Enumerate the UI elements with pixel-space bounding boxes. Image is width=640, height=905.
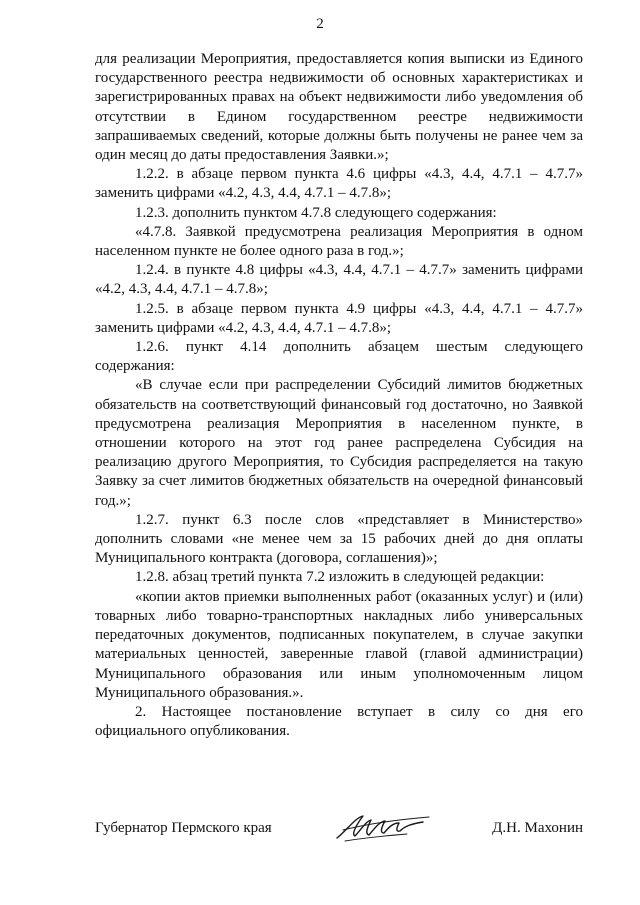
document-body <box>95 50 583 741</box>
paragraph-1-2-8: 1.2.8. абзац третий пункта 7.2 изложить в следующей редакции: <box>135 569 545 586</box>
paragraph-continuation: для реализации Мероприятия, предоставляется копия выписки из Единого государственного реестра недвижимости об основных характеристиках и зарегистрированных правах на объект недвижимости либо уведомления об отсутствии в Едином государственном реестре недвижимости запрашиваемых сведений, которые должны быть получены не ранее чем за один месяц до даты предоставления Заявки.»; <box>95 51 583 164</box>
signature-block <box>95 808 583 848</box>
paragraph-quote-subsidy: «В случае если при распределении Субсидий лимитов бюджетных обязательств на соответствующий финансовый год достаточно, но Заявкой предусмотрена реализация Мероприятия в населенном пункте, в отношении которого на этот год ранее распределена Субсидия на реализацию другого Мероприятия, то Субсидия распределяется на такую Заявку за счет лимитов бюджетных обязательств на очередной финансовый год.»; <box>95 377 583 509</box>
paragraph-quote-acts: «копии актов приемки выполненных работ (оказанных услуг) и (или) товарных либо товарно-транспортных накладных либо универсальных передаточных документов, подписанных покупателем, в случае закупки материальных ценностей, заверенные главой (главой администрации) Муниципального образования или иным уполномоченным лицом Муниципального образования.». <box>95 588 583 701</box>
paragraph-1-2-7: 1.2.7. пункт 6.3 после слов «представляет в Министерство» дополнить словами «не менее чем за 15 рабочих дней до дня оплаты Муниципального контракта (договора, соглашения)»; <box>95 511 583 567</box>
page-number: 2 <box>316 16 324 32</box>
paragraph-1-2-6: 1.2.6. пункт 4.14 дополнить абзацем шестым следующего содержания: <box>95 339 583 375</box>
paragraph-1-2-3: 1.2.3. дополнить пунктом 4.7.8 следующего содержания: <box>135 204 497 221</box>
paragraph-1-2-5: 1.2.5. в абзаце первом пункта 4.9 цифры «4.3, 4.4, 4.7.1 – 4.7.7» заменить цифрами «4.2, 4.3, 4.4, 4.7.1 – 4.7.8»; <box>95 300 583 336</box>
signer-title: Губернатор Пермского края <box>95 820 272 836</box>
paragraph-2-effective: 2. Настоящее постановление вступает в силу со дня его официального опубликования. <box>95 703 583 740</box>
paragraph-1-2-2: 1.2.2. в абзаце первом пункта 4.6 цифры «4.3, 4.4, 4.7.1 – 4.7.7» заменить цифрами «4.2, 4.3, 4.4, 4.7.1 – 4.7.8»; <box>95 166 583 202</box>
signer-name: Д.Н. Махонин <box>492 820 583 836</box>
paragraph-1-2-4: 1.2.4. в пункте 4.8 цифры «4.3, 4.4, 4.7.1 – 4.7.7» заменить цифрами «4.2, 4.3, 4.4, 4.7.1 – 4.7.8»; <box>95 262 583 298</box>
handwritten-signature-icon <box>333 808 433 853</box>
paragraph-quote-4-7-8: «4.7.8. Заявкой предусмотрена реализация Мероприятия в одном населенном пункте не более одного раза в год.»; <box>95 223 583 260</box>
